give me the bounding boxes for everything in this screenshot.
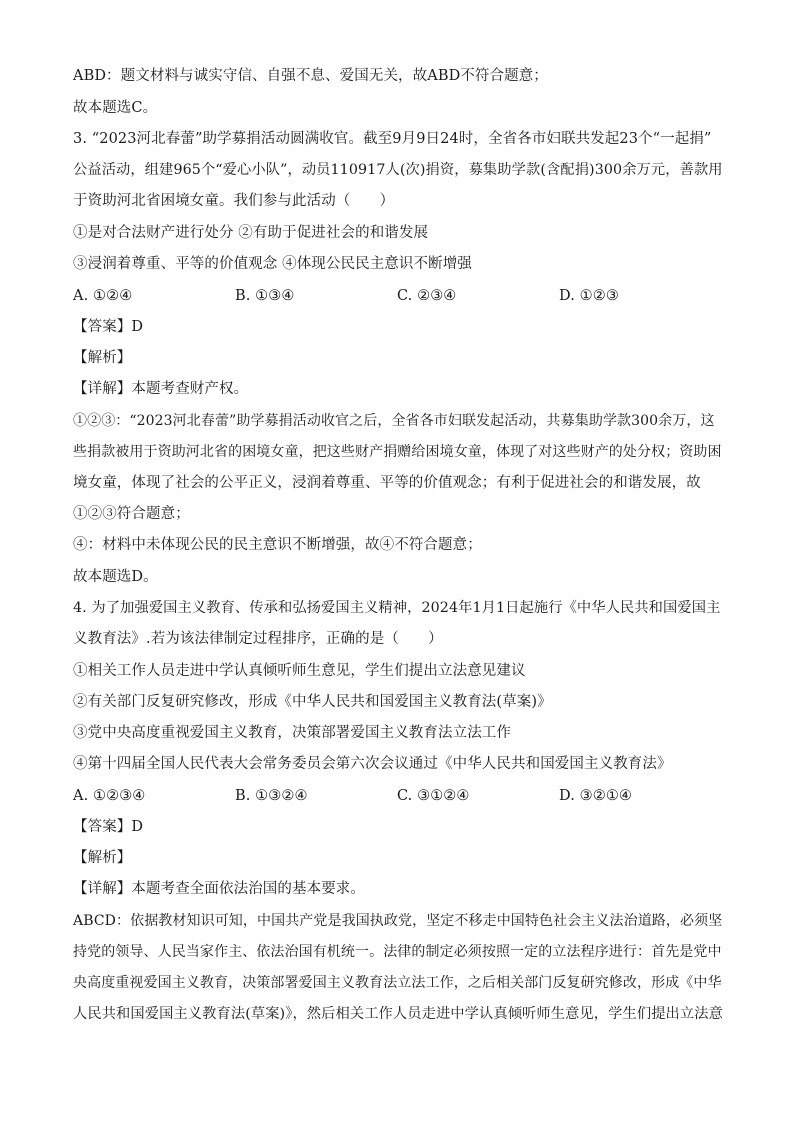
explanation-line: 央高度重视爱国主义教育，决策部署爱国主义教育法立法工作，之后相关部门反复研究修改，形成《中华 [73, 975, 722, 991]
option-d: D. ③②①④ [559, 788, 633, 804]
explanation-line: ④：材料中未体现公民的民主意识不断增强，故④不符合题意； [73, 537, 482, 553]
question-4-statement: ②有关部门反复研究修改，形成《中华人民共和国爱国主义教育法(草案)》 [73, 694, 552, 710]
question-4-statement: ③党中央高度重视爱国主义教育，决策部署爱国主义教育法立法工作 [73, 725, 511, 741]
explanation-line: 些捐款被用于资助河北省的困境女童，把这些财产捐赠给困境女童，体现了对这些财产的处分权；资助困 [73, 444, 722, 460]
question-3-stem: 公益活动，组建965个“爱心小队”，动员110917人(次)捐资，募集助学款(含配捐)300余万元，善款用 [73, 162, 723, 178]
analysis-label: 【解析】 [73, 350, 132, 366]
answer-label: 【答案】D [73, 819, 144, 835]
question-4-statement: ④第十四届全国人民代表大会常务委员会第六次会议通过《中华人民共和国爱国主义教育法》 [73, 756, 672, 772]
option-b: B. ①③④ [235, 288, 295, 304]
option-a: A. ①②③④ [73, 788, 146, 804]
option-b: B. ①③②④ [235, 788, 308, 804]
explanation-line: 人民共和国爱国主义教育法(草案)》，然后相关工作人员走进中学认真倾听师生意见，学生们提出立法意 [73, 1006, 723, 1022]
question-4-stem: 义教育法》.若为该法律制定过程排序，正确的是（ ） [73, 631, 443, 647]
answer-label: 【答案】D [73, 319, 144, 335]
explanation-line: 境女童，体现了社会的公平正义，浸润着尊重、平等的价值观念；有利于促进社会的和谐发展，故 [73, 475, 701, 491]
detail-label: 【详解】本题考查财产权。 [73, 381, 249, 397]
question-3-statement: ①是对合法财产进行处分 ②有助于促进社会的和谐发展 [73, 225, 429, 241]
conclusion-line: 故本题选D。 [73, 569, 158, 585]
detail-label: 【详解】本题考查全面依法治国的基本要求。 [73, 881, 365, 897]
option-d: D. ①②③ [559, 288, 619, 304]
option-c: C. ②③④ [397, 288, 457, 304]
text-line: ABD：题文材料与诚实守信、自强不息、爱国无关，故ABD不符合题意； [73, 68, 548, 84]
explanation-line: 持党的领导、人民当家作主、依法治国有机统一。法律的制定必须按照一定的立法程序进行：首先是党中 [73, 944, 722, 960]
question-3-stem: 于资助河北省困境女童。我们参与此活动（ ） [73, 193, 395, 209]
question-3-stem: 3. “2023河北春蕾”助学募捐活动圆满收官。截至9月9日24时，全省各市妇联共发起23个“一起捐” [73, 131, 712, 147]
question-4-statement: ①相关工作人员走进中学认真倾听师生意见，学生们提出立法意见建议 [73, 663, 526, 679]
text-line: 故本题选C。 [73, 100, 158, 116]
analysis-label: 【解析】 [73, 850, 132, 866]
question-4-stem: 4. 为了加强爱国主义教育、传承和弘扬爱国主义精神，2024年1月1日起施行《中华人民共和国爱国主 [73, 600, 721, 616]
question-3-statement: ③浸润着尊重、平等的价值观念 ④体现公民民主意识不断增强 [73, 256, 472, 272]
explanation-line: ①②③：“2023河北春蕾”助学募捐活动收官之后，全省各市妇联发起活动，共募集助学款300余万，这 [73, 413, 715, 429]
option-a: A. ①②④ [73, 288, 133, 304]
option-c: C. ③①②④ [397, 788, 470, 804]
explanation-line: ①②③符合题意； [73, 506, 190, 522]
explanation-line: ABCD：依据教材知识可知，中国共产党是我国执政党，坚定不移走中国特色社会主义法治道路，必须坚 [73, 913, 723, 929]
